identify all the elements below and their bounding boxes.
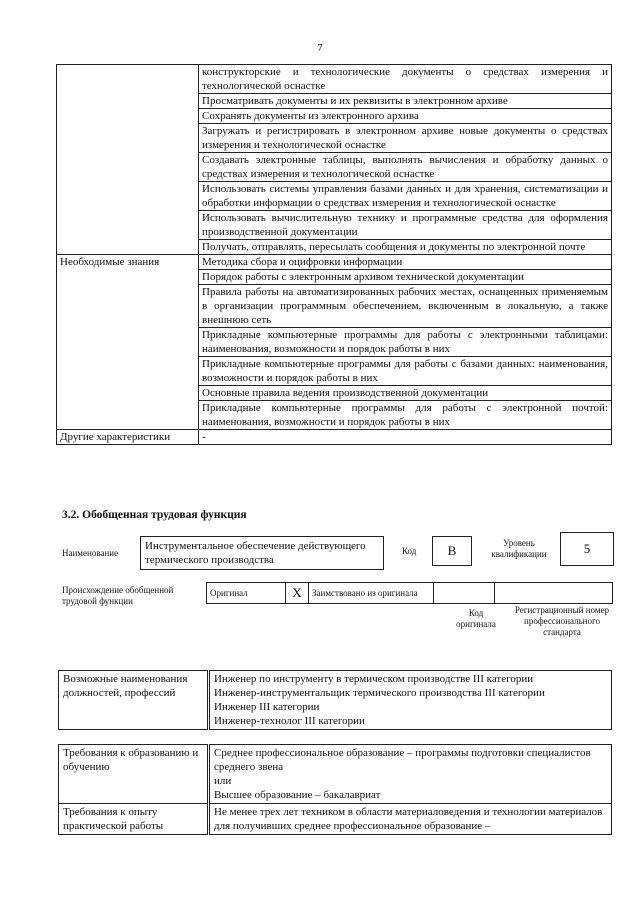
experience-line: Не менее трех лет техником в области материаловедения и технологии материалов для получивших среднее профессиональное образование – [214, 806, 603, 832]
reg-number-field [495, 583, 613, 604]
row-value: конструкторские и технологические документы о средствах измерения и технологической оснастке [199, 65, 612, 94]
row-value: Прикладные компьютерные программы для работы с базами данных: наименования, возможности и порядок работы в них [199, 357, 612, 386]
function-name-field: Инструментальное обеспечение действующего термического производства [140, 536, 384, 570]
level-field: 5 [560, 532, 614, 566]
row-value: Использовать системы управления базами данных и для хранения, систематизации и обработки информации о средствах измерения и технологической оснастке [199, 182, 612, 211]
level-label: Уровень квалификации [491, 538, 547, 559]
code-label: Код [402, 546, 417, 556]
row-value: Основные правила ведения производственной документации [199, 386, 612, 401]
education-line: Высшее образование – бакалавриат [214, 789, 381, 801]
position-item: Инженер-технолог III категории [214, 715, 365, 727]
row-value: Методика сбора и оцифровки информации [199, 255, 612, 270]
table-row [57, 255, 612, 270]
borrowed-label: Заимствовано из оригинала [309, 583, 434, 604]
original-mark: X [286, 583, 309, 604]
reg-number-label: Регистрационный номер профессионального стандарта [514, 605, 610, 637]
skills-table [56, 64, 612, 445]
requirements-table [58, 744, 612, 835]
origin-table [206, 582, 613, 604]
page-number: 7 [317, 42, 323, 54]
name-label: Наименование [62, 548, 119, 558]
row-value: Получать, отправлять, пересылать сообщения и документы по электронной почте [199, 240, 612, 255]
experience-label: Требования к опыту практической работы [59, 804, 209, 835]
positions-table [58, 670, 612, 730]
row-value: Прикладные компьютерные программы для работы с электронной почтой: наименования, возможности и порядок работы в них [199, 401, 612, 430]
row-label: Другие характеристики [57, 430, 199, 445]
code-original-label: Код оригинала [456, 608, 496, 629]
position-item: Инженер III категории [214, 701, 320, 713]
education-line: Среднее профессиональное образование – программы подготовки специалистов среднего звена [214, 747, 591, 773]
row-label: Необходимые знания [57, 255, 199, 430]
code-original-field [434, 583, 495, 604]
table-row [57, 430, 612, 445]
origin-label: Происхождение обобщенной трудовой функции [62, 585, 174, 606]
education-label: Требования к образованию и обучению [59, 745, 209, 804]
positions-label: Возможные наименования должностей, профессий [59, 671, 209, 730]
row-value: - [199, 430, 612, 445]
row-value: Создавать электронные таблицы, выполнять вычисления и обработку данных о средствах измерения и технологической оснастке [199, 153, 612, 182]
row-value: Использовать вычислительную технику и программные средства для оформления производственной документации [199, 211, 612, 240]
positions-list [209, 671, 612, 730]
education-value [209, 745, 612, 804]
position-item: Инженер-инструментальщик термического производства III категории [214, 687, 545, 699]
row-value: Сохранять документы из электронного архива [199, 109, 612, 124]
section-title: 3.2. Обобщенная трудовая функция [62, 509, 247, 521]
position-item: Инженер по инструменту в термическом производстве III категории [214, 673, 534, 685]
education-line: или [214, 775, 232, 787]
row-label [57, 65, 199, 255]
row-value: Правила работы на автоматизированных рабочих местах, оснащенных применяемым в организации программным обеспечением, включенным в локальную, а также внешнюю сеть [199, 285, 612, 328]
row-value: Загружать и регистрировать в электронном архиве новые документы о средствах измерения и технологической оснастке [199, 124, 612, 153]
row-value: Порядок работы с электронным архивом технической документации [199, 270, 612, 285]
row-value: Прикладные компьютерные программы для работы с электронными таблицами: наименования, возможности и порядок работы в них [199, 328, 612, 357]
code-field: B [432, 536, 472, 566]
table-row [57, 65, 612, 94]
original-label: Оригинал [207, 583, 286, 604]
row-value: Просматривать документы и их реквизиты в электронном архиве [199, 94, 612, 109]
experience-value [209, 804, 612, 835]
